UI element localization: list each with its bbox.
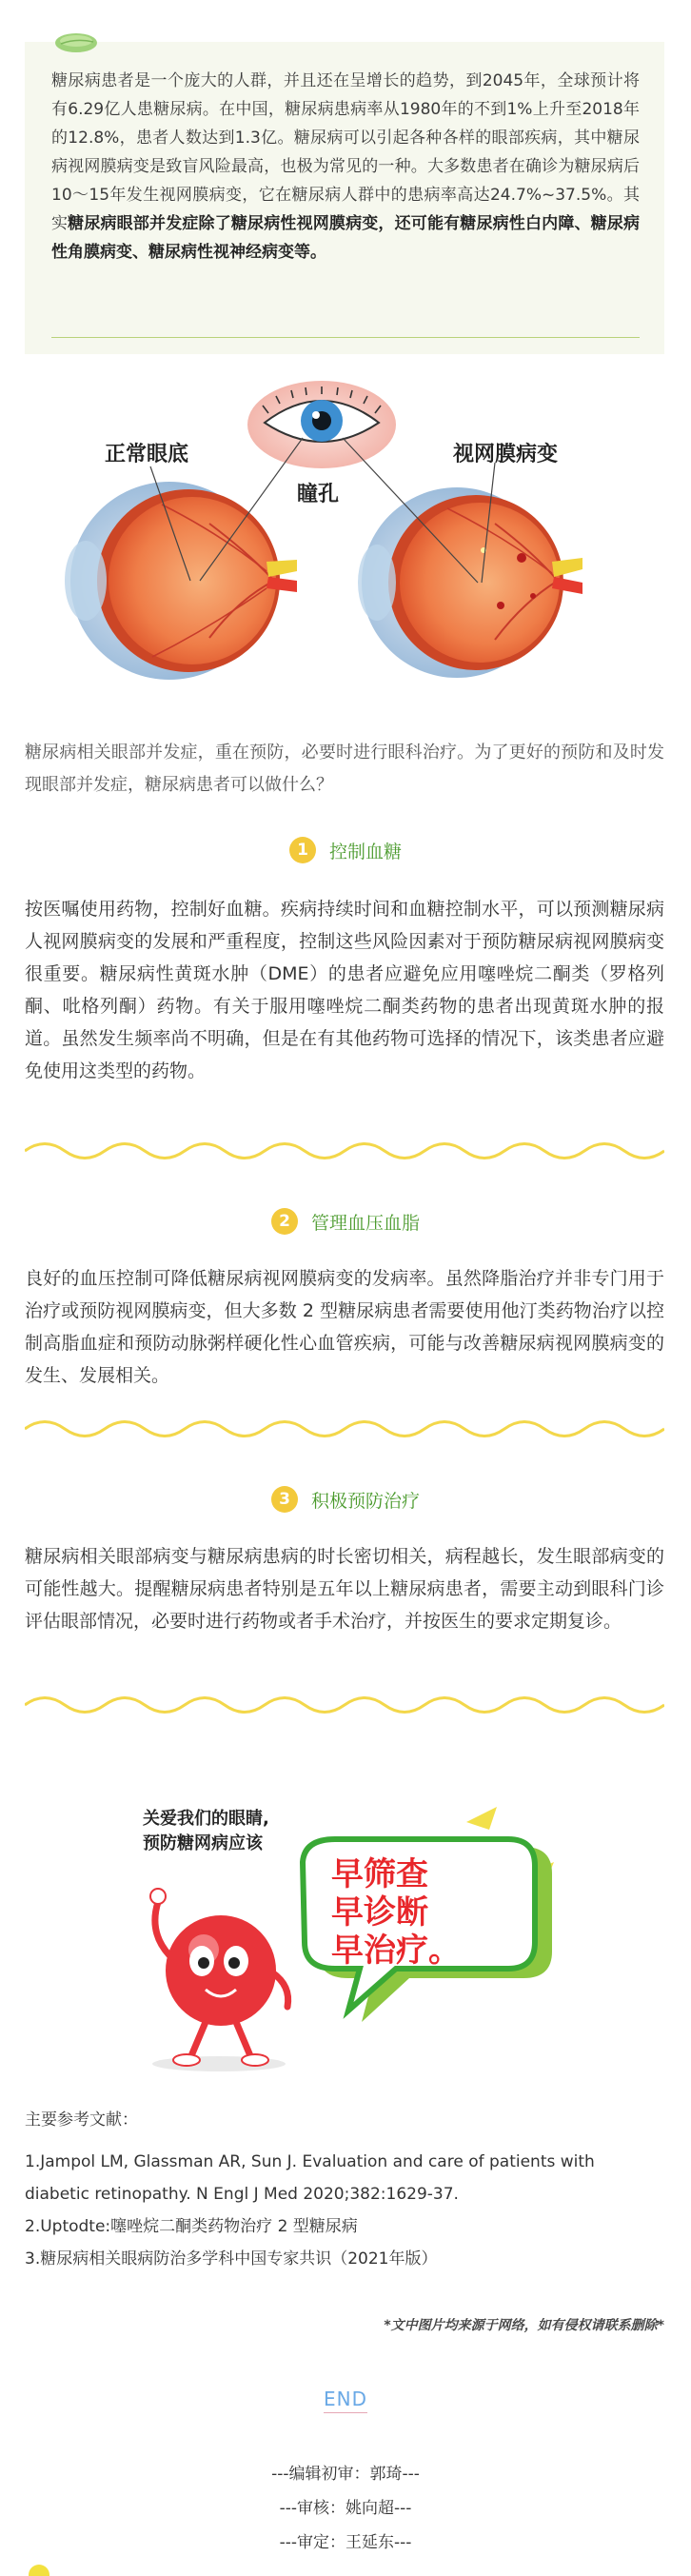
- promo-illustration: [124, 1790, 619, 2075]
- section-title: 积极预防治疗: [310, 1490, 420, 1512]
- eye-diagram: [48, 381, 643, 695]
- intro-card: [25, 42, 664, 354]
- section-heading-3: [0, 1483, 691, 1516]
- bubble-line-3: 早治疗。: [331, 1932, 461, 1970]
- section-number-badge: 1: [289, 837, 316, 863]
- section-title: 管理血压血脂: [310, 1212, 420, 1234]
- label-pupil: 瞳孔: [297, 483, 340, 506]
- section-heading-1: [0, 834, 691, 866]
- reference-item: 3.糖尿病相关眼病防治多学科中国专家共识（2021年版）: [25, 2249, 438, 2269]
- bubble-line-2: 早诊断: [331, 1893, 428, 1932]
- credit-approver: ---审定：王延东---: [279, 2533, 412, 2552]
- section-body-3: 糖尿病相关眼部病变与糖尿病患病的时长密切相关，病程越长，发生眼部病变的可能性越大。提醒糖尿病患者特别是五年以上糖尿病患者，需要主动到眼科门诊评估眼部情况，必要时进行药物或者手术治疗，并按医生的要求定期复诊。: [25, 1546, 664, 1632]
- intro-paragraph: [51, 67, 640, 267]
- wave-divider: [25, 1137, 664, 1165]
- reference-item: 2.Uptodte:噻唑烷二酮类药物治疗 2 型糖尿病: [25, 2217, 358, 2236]
- references-title: 主要参考文献：: [25, 2110, 138, 2130]
- intro-text-plain: 糖尿病患者是一个庞大的人群，并且还在呈增长的趋势，到2045年，全球预计将有6.29亿人患糖尿病。在中国，糖尿病患病率从1980年的不到1%上升至2018年的12.8%，患者人数达到1.3亿。糖尿病可以引起各种各样的眼部疾病，其中糖尿病视网膜病变是致盲风险最高，也极为常见的一种。大多数患者在确诊为糖尿病后10～15年发生视网膜病变，它在糖尿病人群中的患病率高达24.7%~37.5%。其实: [51, 71, 640, 233]
- wave-divider: [25, 1415, 664, 1443]
- intro-text-bold: 糖尿病眼部并发症除了糖尿病性视网膜病变，还可能有糖尿病性白内障、糖尿病性角膜病变、糖尿病性视神经病变等。: [51, 214, 640, 262]
- promo-caption-2: 预防糖网病应该: [143, 1833, 263, 1853]
- section-heading-2: [0, 1205, 691, 1238]
- section-title: 控制血糖: [328, 841, 402, 862]
- image-source-notice: *文中图片均来源于网络，如有侵权请联系删除*: [384, 2318, 664, 2333]
- decorative-dot: [29, 2565, 49, 2576]
- bubble-line-1: 早筛查: [331, 1855, 428, 1893]
- lead-paragraph: 糖尿病相关眼部并发症，重在预防，必要时进行眼科治疗。为了更好的预防和及时发现眼部并发症，糖尿病患者可以做什么？: [25, 743, 664, 795]
- label-normal-fundus: 正常眼底: [105, 443, 189, 466]
- section-body-1: 按医嘱使用药物，控制好血糖。疾病持续时间和血糖控制水平，可以预测糖尿病人视网膜病变的发展和严重程度，控制这些风险因素对于预防糖尿病视网膜病变很重要。糖尿病性黄斑水肿（DME）的患者应避免应用噻唑烷二酮类（罗格列酮、吡格列酮）药物。有关于服用噻唑烷二酮类药物的患者出现黄斑水肿的报道。虽然发生频率尚不明确，但是在有其他药物可选择的情况下，该类患者应避免使用这类型的药物。: [25, 899, 664, 1081]
- promo-caption-1: 关爱我们的眼睛,: [143, 1809, 269, 1829]
- reference-item: 1.Jampol LM, Glassman AR, Sun J. Evaluation and care of patients with diabetic retinopathy. N Engl J Med 2020;382:1629-37.: [25, 2152, 595, 2204]
- section-number-badge: 3: [271, 1486, 298, 1513]
- credit-reviewer: ---审核：姚向超---: [279, 2499, 412, 2518]
- label-retinopathy: 视网膜病变: [453, 443, 559, 466]
- intro-divider: [51, 337, 640, 338]
- leaf-icon: [51, 29, 99, 55]
- end-label: END: [324, 2388, 367, 2413]
- end-marker: [0, 2388, 691, 2410]
- section-number-badge: 2: [271, 1208, 298, 1235]
- section-body-2: 良好的血压控制可降低糖尿病视网膜病变的发病率。虽然降脂治疗并非专门用于治疗或预防视网膜病变，但大多数 2 型糖尿病患者需要使用他汀类药物治疗以控制高脂血症和预防动脉粥样硬化性心血管疾病，可能与改善糖尿病视网膜病变的发生、发展相关。: [25, 1268, 664, 1386]
- credit-editor: ---编辑初审：郭琦---: [271, 2465, 420, 2484]
- wave-divider: [25, 1691, 664, 1719]
